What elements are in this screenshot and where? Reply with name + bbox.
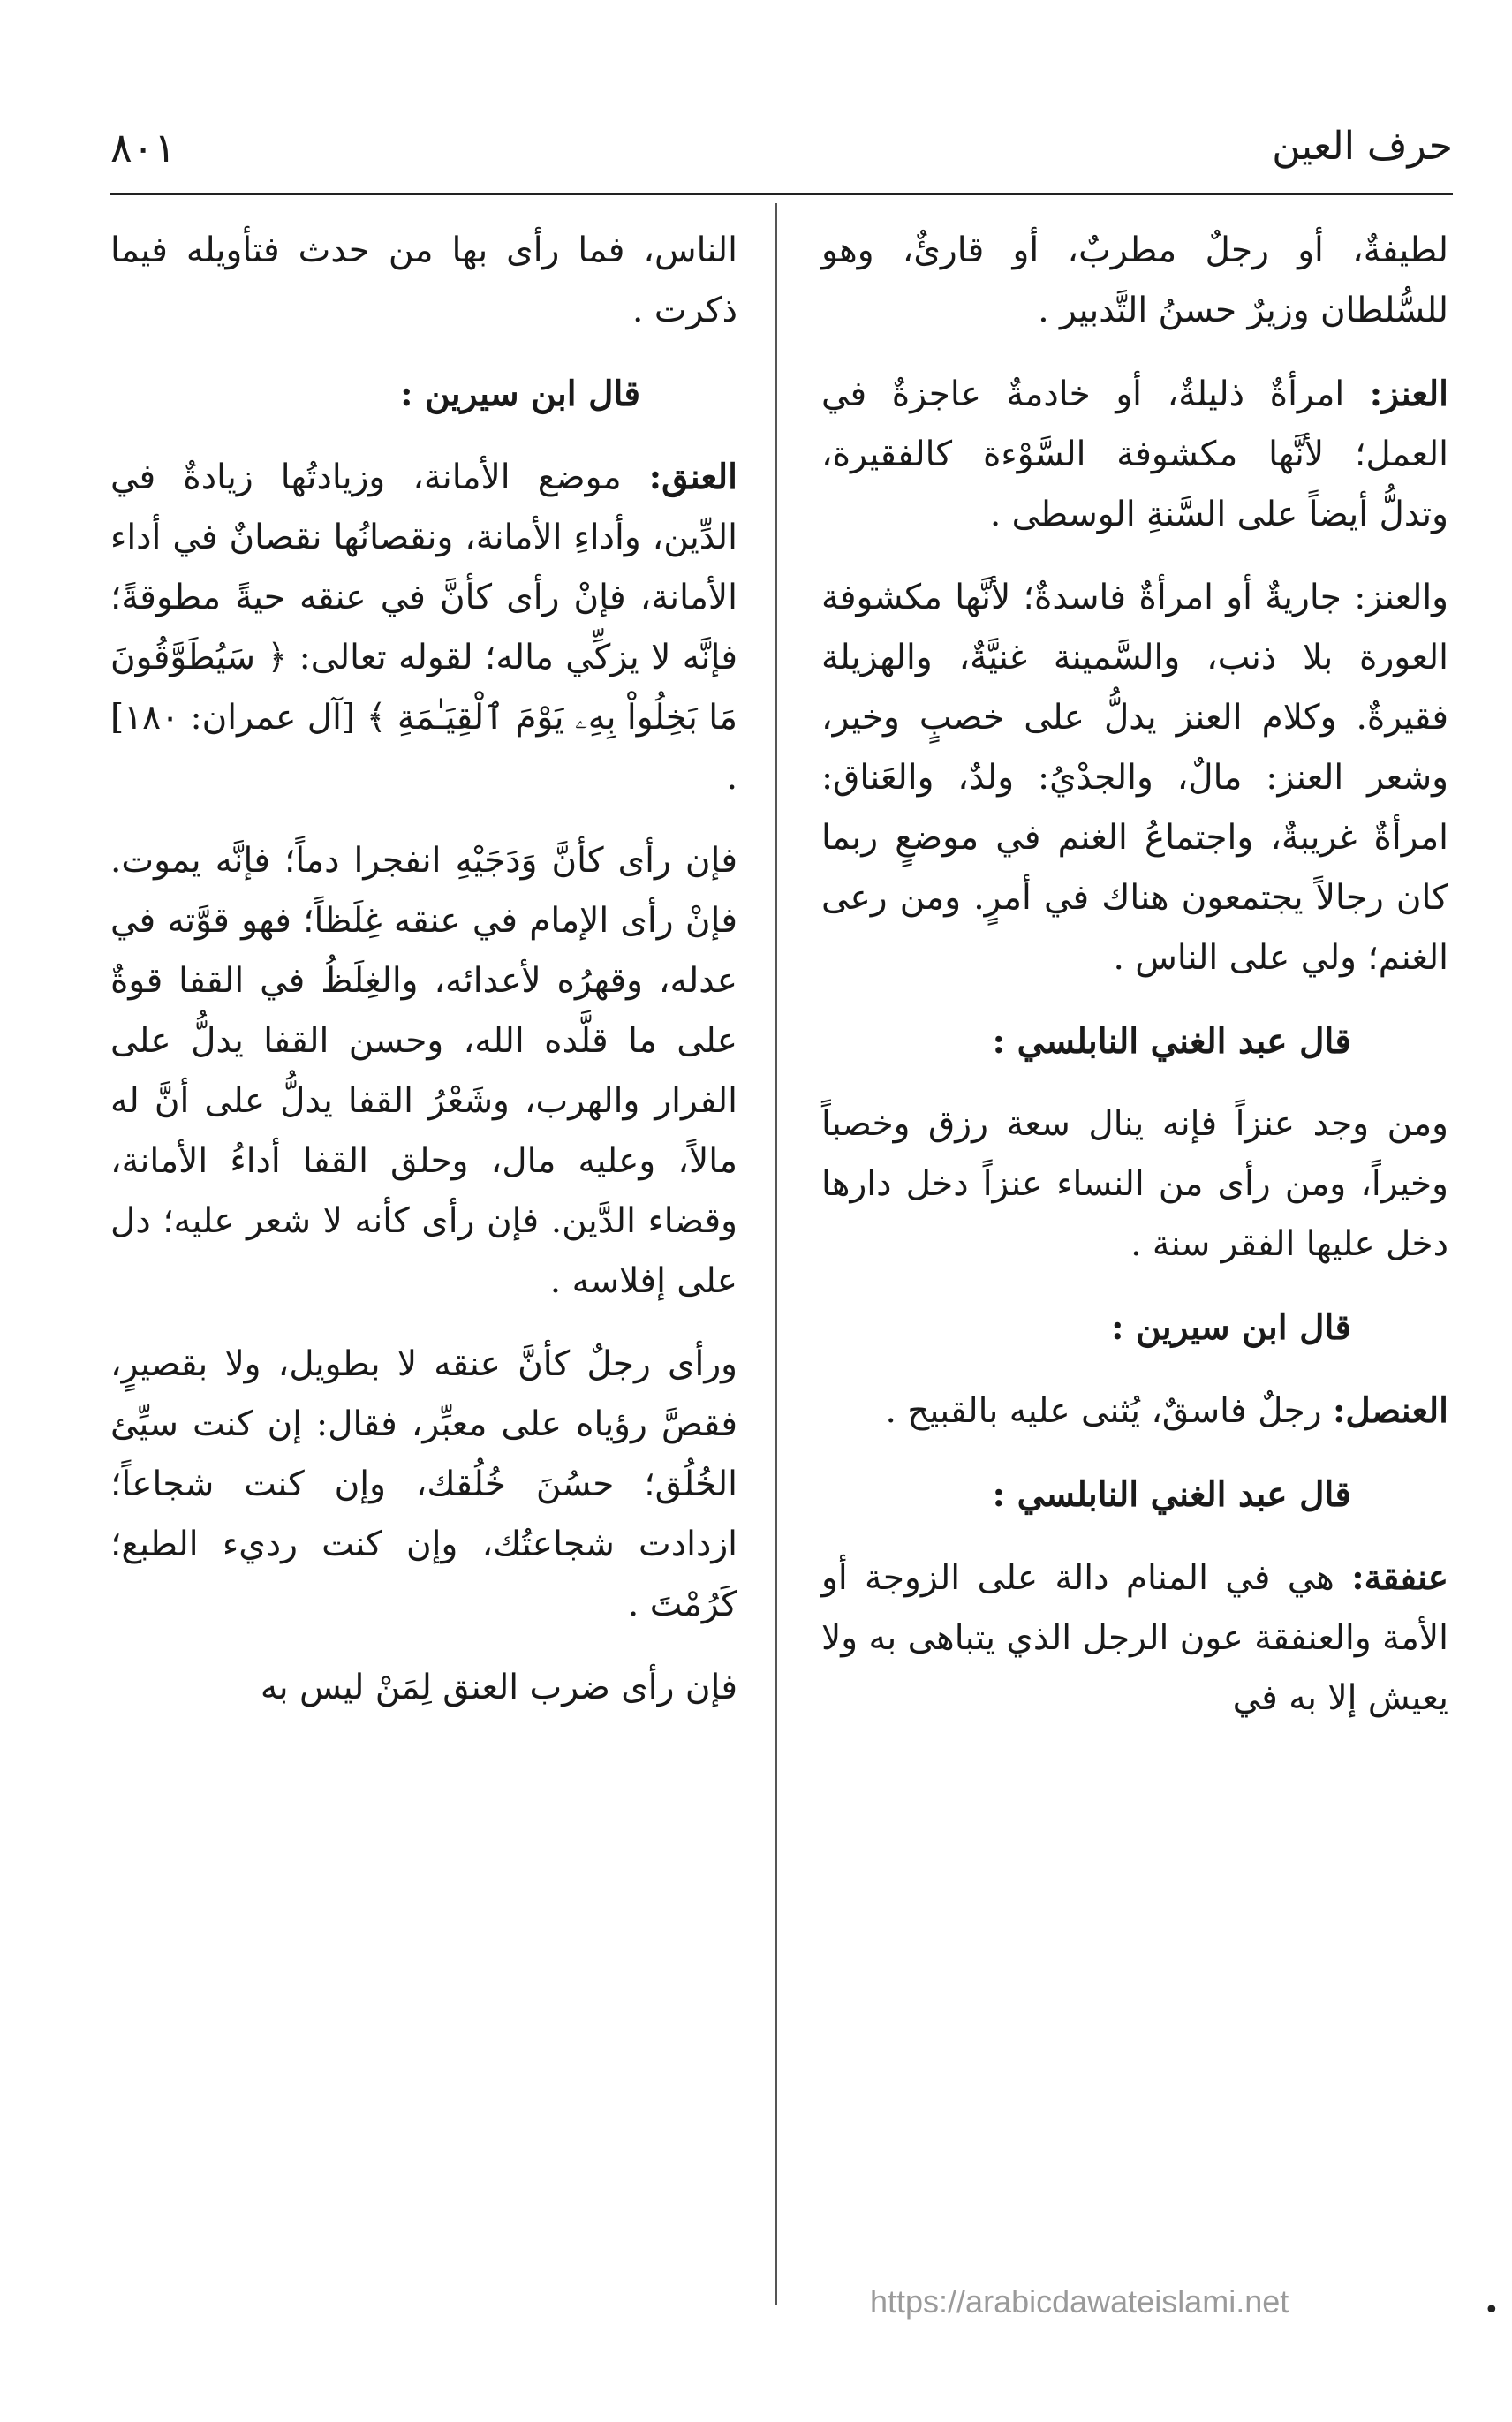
paragraph-text: لطيفةٌ، أو رجلٌ مطربٌ، أو قارئٌ، وهو للسُّلطان وزيرٌ حسنُ التَّدبير . [821, 231, 1448, 330]
paragraph [821, 568, 1448, 988]
section-heading: قال عبد الغني النابلسي : [992, 1474, 1351, 1515]
paragraph [821, 364, 1448, 545]
section-heading: قال ابن سيرين : [1111, 1307, 1351, 1348]
paragraph [110, 1658, 737, 1718]
paragraph-text: رجلٌ فاسقٌ، يُثنى عليه بالقبيح . [885, 1391, 1333, 1431]
entry-term: العنصل: [1332, 1390, 1448, 1431]
page-number: ٨٠١ [110, 124, 177, 171]
entry-term: العنق: [648, 457, 737, 497]
running-head [110, 124, 1453, 185]
entry-term: عنفقة: [1351, 1557, 1448, 1598]
paragraph-text: والعنز: جاريةٌ أو امرأةٌ فاسدةٌ؛ لأنَّها مكشوفة العورة بلا ذنب، والسَّمينة غنيَّةٌ، والهزيلة فقيرةٌ. وكلام العنز يدلُّ على خصبٍ وخير، وشعر العنز: مالٌ، والجدْيُ: ولدٌ، والعَناق: امرأةٌ غريبةٌ، واجتماعُ الغنم في موضعٍ ربما كان رجالاً يجتمعون هناك في أمرٍ. ومن رعى الغنم؛ ولي على الناس . [821, 578, 1448, 978]
paragraph-text: الناس، فما رأى بها من حدث فتأويله فيما ذكرت . [110, 231, 737, 330]
paragraph-text: موضع الأمانة، وزيادتُها زيادةٌ في الدِّين، وأداءِ الأمانة، ونقصانُها نقصانٌ في أداء الأمانة، فإنْ رأى كأنَّ في عنقه حيةً مطوقةً؛ فإنَّه لا يزكِّي ماله؛ لقوله تعالى: ﴿ سَيُطَوَّقُونَ مَا بَخِلُواْ بِهِۦ يَوْمَ ٱلْقِيَـٰمَةِ ﴾ [آل عمران: ١٨٠] . [110, 458, 737, 798]
paragraph-text: فإن رأى كأنَّ وَدَجَيْهِ انفجرا دماً؛ فإنَّه يموت. فإنْ رأى الإمام في عنقه غِلَظاً؛ فهو قوَّته في عدله، وقهرُه لأعدائه، والغِلَظُ في القفا قوةٌ على ما قلَّده الله، وحسن القفا يدلُّ على الفرار والهرب، وشَعْرُ القفا يدلُّ على أنَّ له مالاً، وعليه مال، وحلق القفا أداءُ الأمانة، وقضاء الدَّين. فإن رأى كأنه لا شعر عليه؛ دل على إفلاسه . [110, 841, 737, 1301]
paragraph-text: ومن وجد عنزاً فإنه ينال سعة رزق وخصباً وخيراً، ومن رأى من النساء عنزاً دخل دارها دخل عليها الفقر سنة . [821, 1104, 1448, 1264]
paragraph [821, 221, 1448, 341]
watermark-url: https://arabicdawateislami.net [870, 2283, 1289, 2320]
paragraph-text: امرأةٌ ذليلةٌ، أو خادمةٌ عاجزةٌ في العمل؛ لأنَّها مكشوفة السَّوْءة كالفقيرة، وتدلُّ أيضاً على السَّنةِ الوسطى . [821, 375, 1448, 534]
paragraph-text: ورأى رجلٌ كأنَّ عنقه لا بطويل، ولا بقصيرٍ، فقصَّ رؤياه على معبِّر، فقال: إن كنت سيِّئ الخُلُق؛ حسُنَ خُلُقك، وإن كنت شجاعاً؛ ازدادت شجاعتُك، وإن كنت رديء الطبع؛ كَرُمْتَ . [110, 1344, 737, 1624]
margin-dot: • [1484, 2295, 1500, 2326]
paragraph [821, 1094, 1448, 1275]
paragraph-text: فإن رأى ضرب العنق لِمَنْ ليس به [260, 1668, 737, 1707]
section-heading: قال ابن سيرين : [400, 374, 640, 414]
paragraph-text: هي في المنام دالة على الزوجة أو الأمة والعنفقة عون الرجل الذي يتباهى به ولا يعيش إلا به في [821, 1558, 1448, 1718]
header-rule [110, 193, 1453, 195]
paragraph [821, 1548, 1448, 1729]
chapter-title: حرف العين [1272, 124, 1453, 169]
paragraph [110, 831, 737, 1312]
left-column [110, 221, 737, 1741]
paragraph [110, 1335, 737, 1635]
paragraph [110, 447, 737, 808]
entry-term: العنز: [1369, 374, 1448, 414]
paragraph [821, 1381, 1448, 1442]
right-column [821, 221, 1448, 1752]
section-heading: قال عبد الغني النابلسي : [992, 1021, 1351, 1062]
column-divider [775, 203, 777, 2305]
paragraph [110, 221, 737, 341]
